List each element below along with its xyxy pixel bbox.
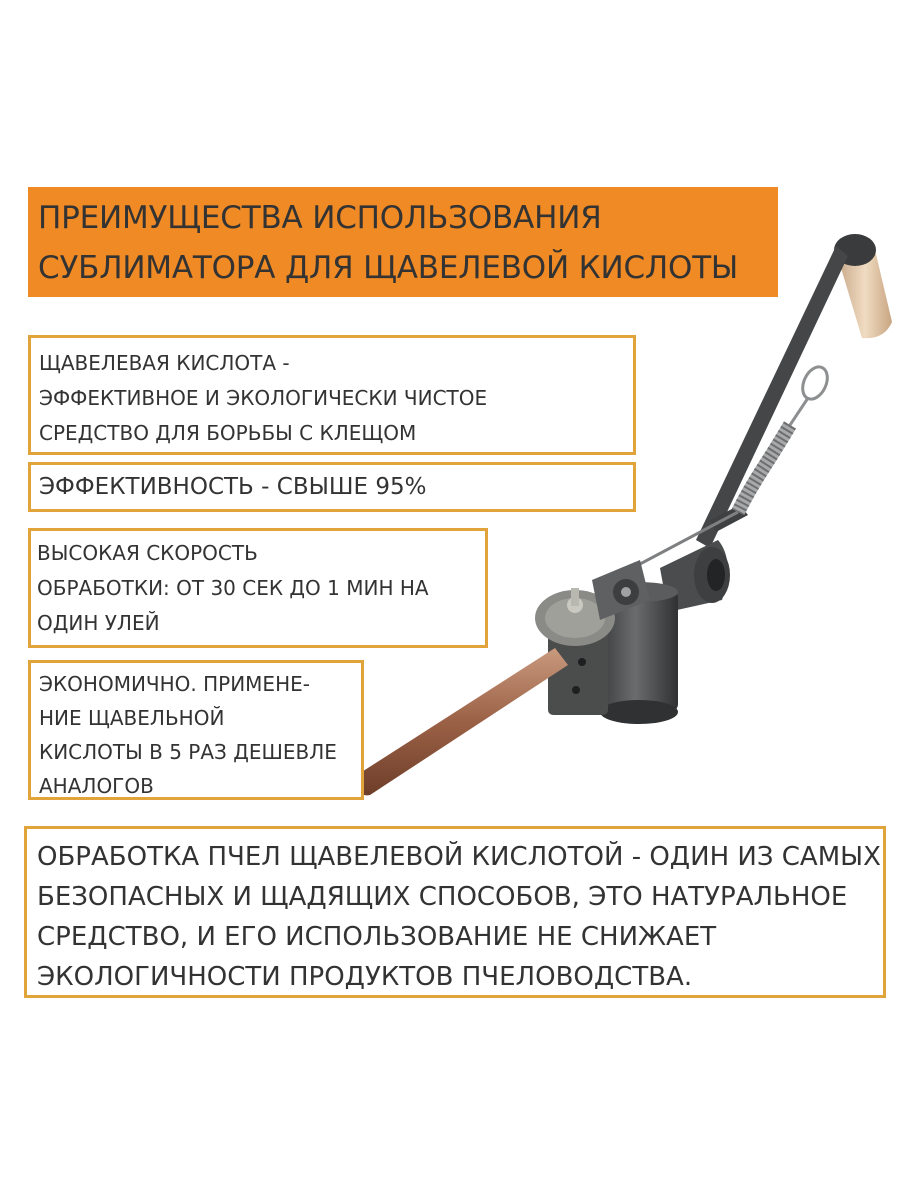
summary-box bbox=[24, 826, 886, 998]
benefit-text-line: КИСЛОТЫ В 5 РАЗ ДЕШЕВЛЕ bbox=[39, 740, 337, 764]
copper-pipe bbox=[357, 648, 568, 795]
benefit-eco-friendly bbox=[28, 335, 636, 455]
summary-text-line: БЕЗОПАСНЫХ И ЩАДЯЩИХ СПОСОБОВ, ЭТО НАТУРАЛЬНОЕ bbox=[37, 882, 848, 912]
benefit-text-line: СРЕДСТВО ДЛЯ БОРЬБЫ С КЛЕЩОМ bbox=[39, 421, 417, 445]
benefit-speed bbox=[28, 528, 488, 648]
benefit-efficiency bbox=[28, 462, 636, 512]
summary-text-line: СРЕДСТВО, И ЕГО ИСПОЛЬЗОВАНИЕ НЕ СНИЖАЕТ bbox=[37, 922, 717, 952]
benefit-text-line: ЭФФЕКТИВНОСТЬ - СВЫШЕ 95% bbox=[39, 474, 427, 500]
wooden-handle bbox=[834, 234, 892, 338]
benefit-text-line: ОДИН УЛЕЙ bbox=[37, 611, 160, 635]
benefit-text-line: ОБРАБОТКИ: ОТ 30 СЕК ДО 1 МИН НА bbox=[37, 576, 429, 600]
title-line-2: СУБЛИМАТОРА ДЛЯ ЩАВЕЛЕВОЙ КИСЛОТЫ bbox=[38, 250, 739, 286]
benefit-text-line: ВЫСОКАЯ СКОРОСТЬ bbox=[37, 541, 258, 565]
benefit-text-line: НИЕ ЩАВЕЛЬНОЙ bbox=[39, 706, 225, 730]
benefit-text-line: ЭКОНОМИЧНО. ПРИМЕНЕ- bbox=[39, 672, 310, 696]
title-banner bbox=[28, 187, 778, 297]
summary-text-line: ЭКОЛОГИЧНОСТИ ПРОДУКТОВ ПЧЕЛОВОДСТВА. bbox=[37, 962, 693, 992]
benefit-economy bbox=[28, 660, 364, 800]
benefit-text-line: ЩАВЕЛЕВАЯ КИСЛОТА - bbox=[39, 351, 290, 375]
summary-text-line: ОБРАБОТКА ПЧЕЛ ЩАВЕЛЕВОЙ КИСЛОТОЙ - ОДИН ИЗ САМЫХ bbox=[37, 842, 881, 872]
benefit-text-line: АНАЛОГОВ bbox=[39, 774, 154, 798]
title-line-1: ПРЕИМУЩЕСТВА ИСПОЛЬЗОВАНИЯ bbox=[38, 200, 602, 236]
benefit-text-line: ЭФФЕКТИВНОЕ И ЭКОЛОГИЧЕСКИ ЧИСТОЕ bbox=[39, 386, 488, 410]
